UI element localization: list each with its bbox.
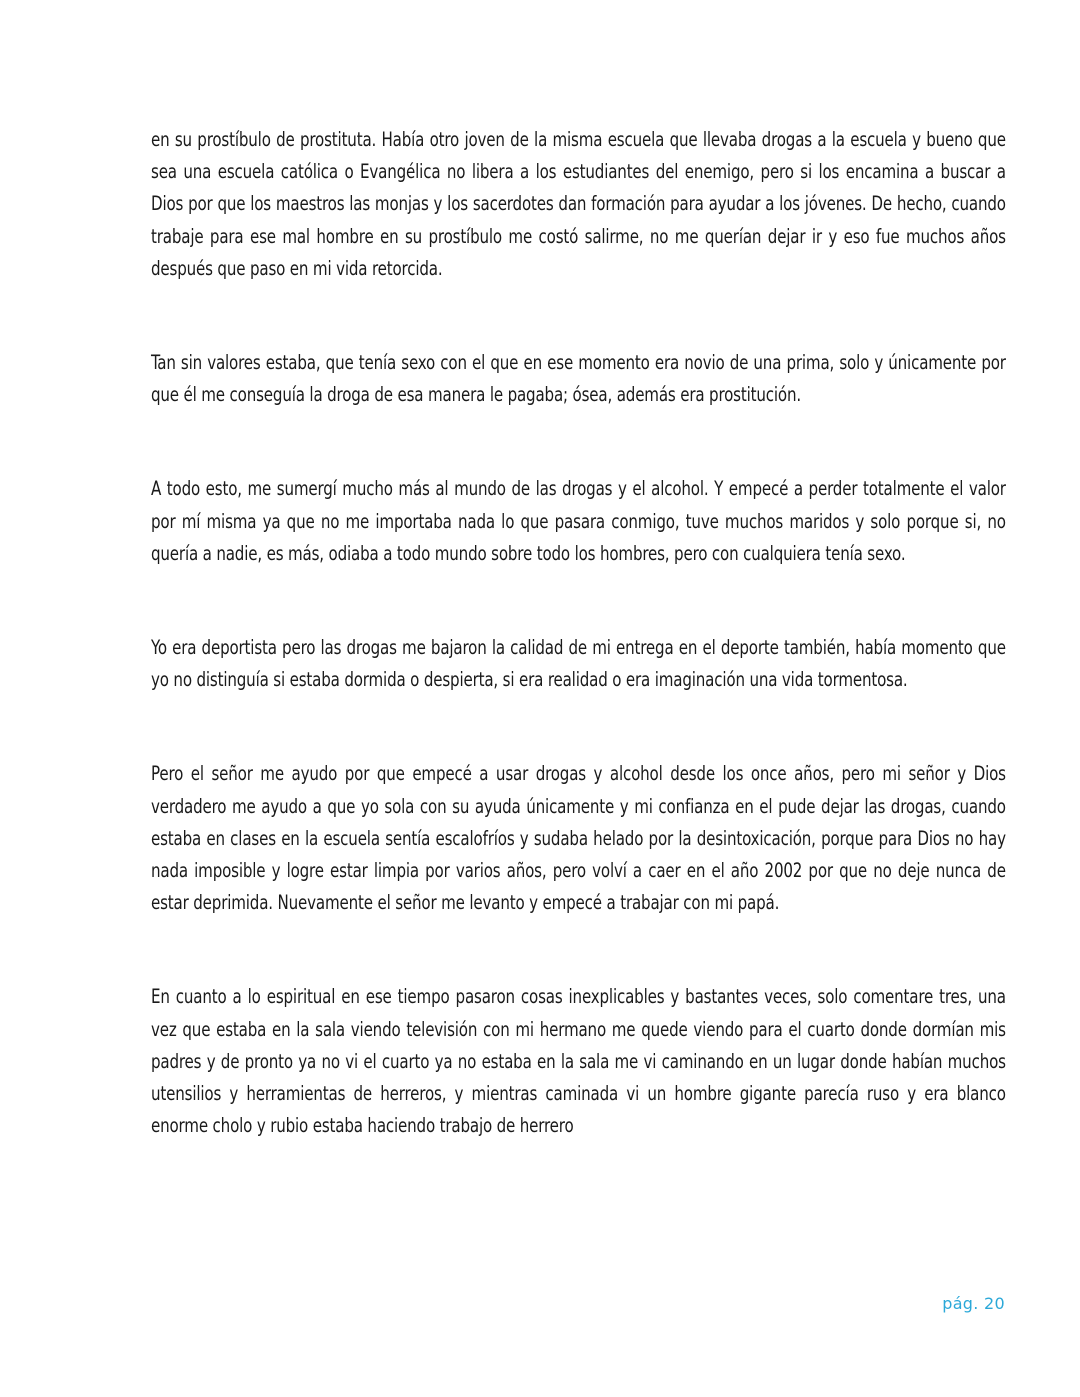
text-body bbox=[151, 124, 1006, 1142]
paragraph-6: En cuanto a lo espiritual en ese tiempo pasaron cosas inexplicables y bastantes veces, solo comentare tres, una vez que estaba en la sala viendo televisión con mi hermano me quede viendo para el cuarto donde dormían mis padres y de pronto ya no vi el cuarto ya no estaba en la sala me vi caminando en un lugar donde habían muchos utensilios y herramientas de herreros, y mientras caminada vi un hombre gigante parecía ruso y era blanco enorme cholo y rubio estaba haciendo trabajo de herrero bbox=[151, 985, 1006, 1138]
page-number: pág. 20 bbox=[942, 1294, 1005, 1313]
paragraph-1: en su prostíbulo de prostituta. Había otro joven de la misma escuela que llevaba drogas a la escuela y bueno que sea una escuela católica o Evangélica no libera a los estudiantes del enemigo, pero si los encamina a buscar a Dios por que los maestros las monjas y los sacerdotes dan formación para ayudar a los jóvenes. De hecho, cuando trabaje para ese mal hombre en su prostíbulo me costó salirme, no me querían dejar ir y eso fue muchos años después que paso en mi vida retorcida. bbox=[151, 128, 1006, 280]
paragraph-5: Pero el señor me ayudo por que empecé a usar drogas y alcohol desde los once años, pero mi señor y Dios verdadero me ayudo a que yo sola con su ayuda únicamente y mi confianza en el pude dejar las drogas, cuando estaba en clases en la escuela sentía escalofríos y sudaba helado por la desintoxicación, porque para Dios no hay nada imposible y logre estar limpia por varios años, pero volví a caer en el año 2002 por que no deje nunca de estar deprimida. Nuevamente el señor me levanto y empecé a trabajar con mi papá. bbox=[151, 762, 1006, 915]
paragraph-2: Tan sin valores estaba, que tenía sexo con el que en ese momento era novio de una prima, solo y únicamente por que él me conseguía la droga de esa manera le pagaba; ósea, además era prostitución. bbox=[151, 351, 1006, 407]
paragraph-3: A todo esto, me sumergí mucho más al mundo de las drogas y el alcohol. Y empecé a perder totalmente el valor por mí misma ya que no me importaba nada lo que pasara conmigo, tuve muchos maridos y solo porque si, no quería a nadie, es más, odiaba a todo mundo sobre todo los hombres, pero con cualquiera tenía sexo. bbox=[151, 477, 1006, 565]
paragraph-4: Yo era deportista pero las drogas me bajaron la calidad de mi entrega en el deporte también, había momento que yo no distinguía si estaba dormida o despierta, si era realidad o era imaginación una vida tormentosa. bbox=[151, 636, 1006, 692]
